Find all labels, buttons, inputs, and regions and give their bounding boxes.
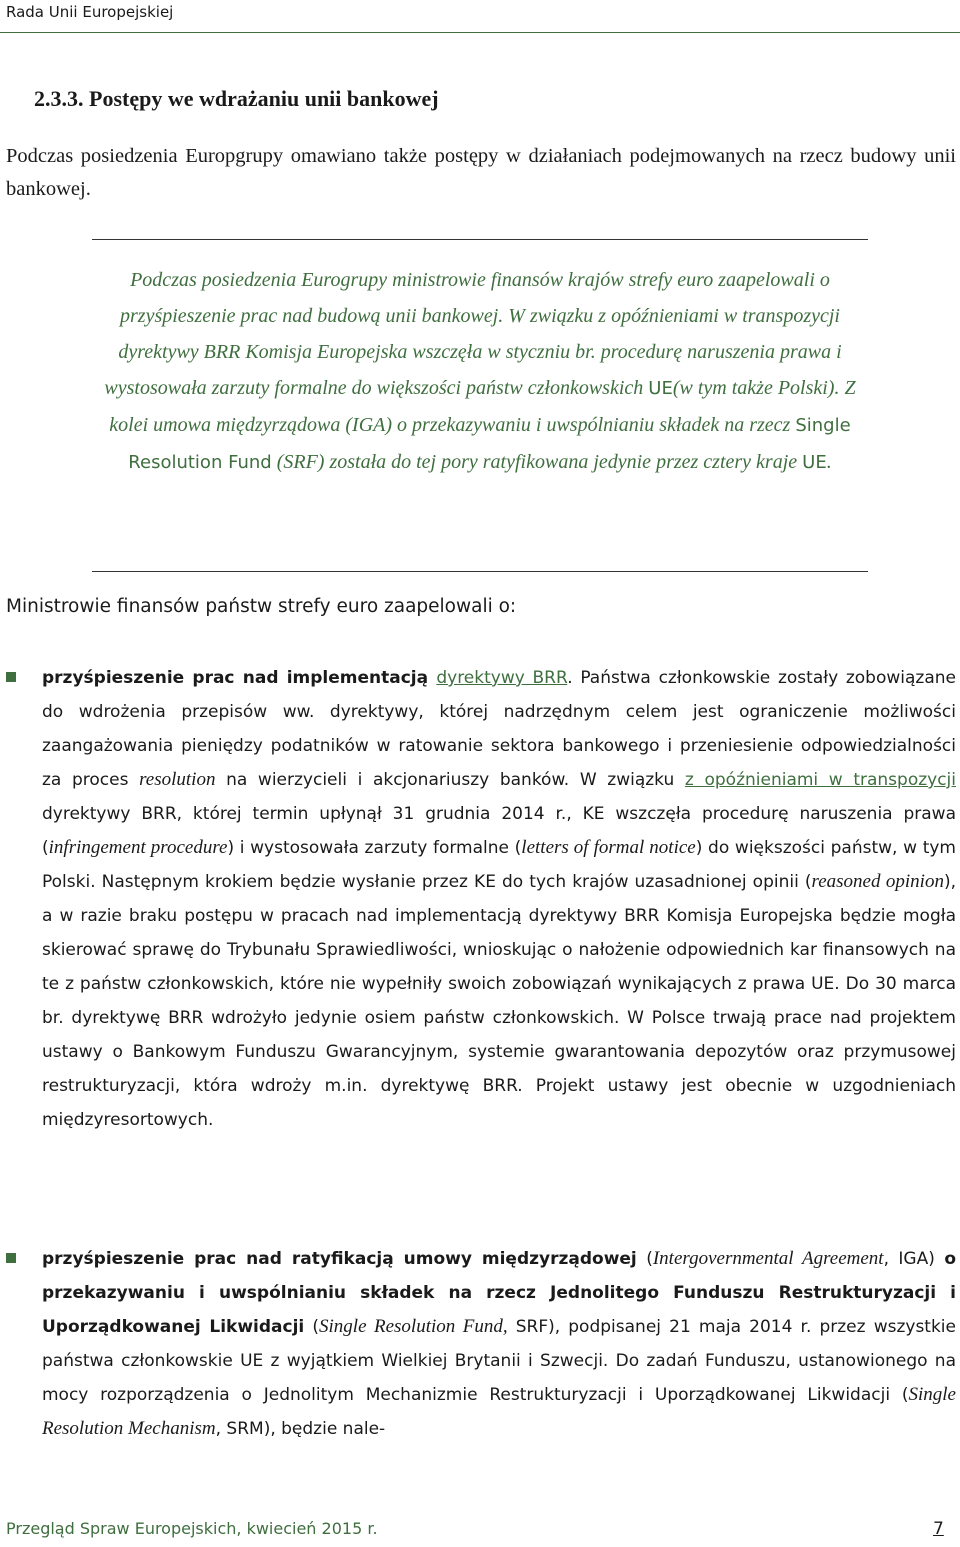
bullet-text: , SRM), będzie nale- [215, 1419, 386, 1439]
quote-text-g: . [826, 451, 832, 473]
quote-top-rule [92, 239, 868, 240]
bullet-bold: przyśpieszenie prac nad ratyfikacją umowy międzyrządowej [42, 1249, 637, 1269]
bullet-italic: reasoned opinion [811, 871, 944, 892]
page-number: 7 [933, 1519, 944, 1539]
link-brr-directive[interactable]: dyrektywy BRR [436, 668, 568, 688]
bullet-italic: Intergovernmental Agreement [652, 1248, 884, 1269]
quote-bottom-rule [92, 571, 868, 572]
running-header: Rada Unii Europejskiej [6, 3, 174, 21]
quote-text-f: UE [802, 452, 827, 473]
section-heading: 2.3.3. Postępy we wdrażaniu unii bankowej [34, 86, 439, 111]
quote-text-a: Podczas posiedzenia Eurogrupy ministrowie finansów krajów strefy euro zaapelowali o przyśpieszenie prac nad budową unii bankowej. W związku z opóźnieniami w transpozycji dyrektywy BRR Komisja Europejska wszczęła w styczniu br. procedurę naruszenia prawa i wystosowała zarzuty formalne do większości państw członkowskich [104, 269, 842, 399]
bullet-italic: infringement procedure [48, 837, 228, 858]
bullet-text: na wierzycieli i akcjonariuszy banków. W związku [215, 770, 685, 790]
footer-publication: Przegląd Spraw Europejskich, kwiecień 2015 r. [6, 1519, 378, 1538]
bullet-square-icon [6, 1253, 16, 1263]
quote-text-d: Single Resolution Fund [128, 415, 851, 473]
bullet-text: ) i wystosowała zarzuty formalne ( [227, 838, 522, 858]
bullet-text: ), a w razie braku postępu w pracach nad implementacją dyrektywy BRR Komisja Europejska będzie mogła skierować sprawę do Trybunału Sprawiedliwości, wnioskując o nałożenie odpowiednich kar finansowych na te z państw członkowskich, które nie wypełniły swoich zobowiązań wynikających z prawa UE. Do 30 marca br. dyrektywę BRR wdrożyło jedynie osiem państw członkowskich. W Polsce trwają prace nad projektem ustawy o Bankowym Funduszu Gwarancyjnym, systemie gwarantowania depozytów oraz przymusowej restrukturyzacji, która wdroży m.in. dyrektywę BRR. Projekt ustawy jest obecnie w uzgodnieniach międzyresortowych. [42, 872, 956, 1130]
bullet-item-brr [42, 661, 956, 1137]
bullet-bold: przyśpieszenie prac nad implementacją [42, 668, 437, 688]
bullet-text: ( [636, 1249, 653, 1269]
intro-paragraph: Podczas posiedzenia Europgrupy omawiano także postępy w działaniach podejmowanych na rzecz budowy unii bankowej. [6, 145, 956, 200]
link-transposition-delays[interactable]: z opóźnieniami w transpozycji [684, 770, 956, 790]
quote-text-c: (w tym także Polski). Z kolei umowa międzyrządowa (IGA) o przekazywaniu i uwspólnianiu składek na rzecz [109, 377, 856, 436]
bullet-text: , IGA) [883, 1249, 945, 1269]
quote-text-e: (SRF) została do tej pory ratyfikowana jedynie przez cztery kraje [271, 451, 803, 473]
highlight-box [100, 262, 860, 481]
lead-paragraph: Ministrowie finansów państw strefy euro zaapelowali o: [6, 596, 517, 617]
bullet-italic: Single Resolution Fund, [319, 1316, 508, 1337]
bullet-text: dyrektywy BRR, której termin upłynął 31 grudnia 2014 r., KE wszczęła procedurę naruszenia prawa ( [42, 804, 956, 858]
bullet-text: ) do większości państw, w tym Polski. Następnym krokiem będzie wysłanie przez KE do tych krajów uzasadnionej opinii ( [42, 838, 956, 892]
quote-text-b: UE [648, 378, 673, 399]
bullet-italic: resolution [139, 769, 216, 790]
bullet-text: SRF), podpisanej 21 maja 2014 r. przez wszystkie państwa członkowskie UE z wyjątkiem Wielkiej Brytanii i Szwecji. Do zadań Funduszu, ustanowionego na mocy rozporządzenia o Jednolitym Mechanizmie Restrukturyzacji i Uporządkowanej Likwidacji ( [42, 1317, 956, 1405]
bullet-text: . Państwa członkowskie zostały zobowiązane do wdrożenia przepisów ww. dyrektywy, której nadrzędnym celem jest ograniczenie możliwości zaangażowania pieniędzy podatników w ratowanie sektora bankowego i przeniesienie odpowiedzialności za proces [42, 668, 956, 790]
bullet-italic: Single Resolution Mechanism [42, 1384, 956, 1439]
header-divider [0, 32, 960, 33]
bullet-italic: letters of formal notice [521, 837, 696, 858]
bullet-text: ( [304, 1317, 320, 1337]
bullet-bold: o przekazywaniu i uwspólnianiu składek na rzecz Jednolitego Funduszu Restrukturyzacji i Uporządkowanej Likwidacji [42, 1249, 956, 1337]
bullet-item-iga [42, 1242, 956, 1446]
bullet-square-icon [6, 672, 16, 682]
